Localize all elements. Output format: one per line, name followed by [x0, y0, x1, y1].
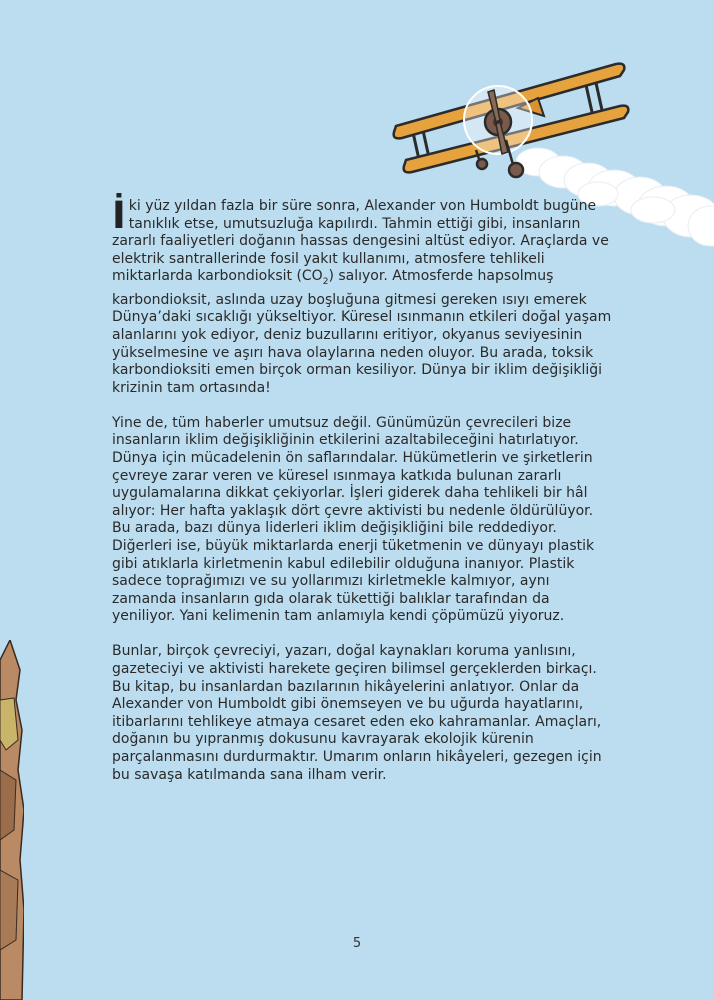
paragraph-3: Bunlar, birçok çevreciyi, yazarı, doğal kaynakları koruma yanlısını, gazeteciyi ve aktivisti harekete geçiren bilimsel gerçeklerden birkaçı. Bu kitap, bu insanlardan bazılarının hikâyelerini anlatıyor. Onlar da Alexander von Humboldt gibi önemseyen ve bu uğurda hayatlarını, itibarlarını tehlikeye atmaya cesaret eden eko kahramanlar. Amaçları, doğanın bu yıpranmış dokusunu kavrayarak ekolojik kürenin parçalanmasını durdurmaktır. Umarım onların hikâyeleri, gezegen için bu savaşa katılmanda sana ilham verir.: [112, 643, 602, 783]
paragraph-1: [112, 194, 612, 397]
co2-subscript: 2: [322, 277, 329, 288]
drop-cap: İ: [112, 194, 126, 237]
page-number: 5: [352, 936, 362, 951]
body-text: [112, 194, 612, 802]
paragraph-2: Yine de, tüm haberler umutsuz değil. Günümüzün çevrecileri bize insanların iklim değişikliğinin etkilerini azaltabileceğini hatırlatıyor. Dünya için mücadelenin ön saflarındalar. Hükümetlerin ve şirketlerin çevreye zarar veren ve küresel ısınmaya katkıda bulunan zararlı uygulamalarına dikkat çekiyorlar. İşleri giderek daha tehlikeli bir hâl alıyor: Her hafta yaklaşık dört çevre aktivisti bu nedenle öldürülüyor. Bu arada, bazı dünya liderleri iklim değişikliğini bile reddediyor. Diğerleri ise, büyük miktarlarda enerji tüketmenin ve dünyayı plastik gibi atıklarla kirletmenin kabul edilebilir olduğuna inanıyor. Plastik sadece toprağımızı ve su yollarımızı kirletmekle kalmıyor, aynı zamanda insanların gıda olarak tükettiği balıklar tarafından da yeniliyor. Yani kelimenin tam anlamıyla kendi çöpümüzü yiyoruz.: [112, 414, 595, 625]
paragraph-1-text-a: ki yüz yıldan fazla bir süre sonra, Alexander von Humboldt bugüne tanıklık etse, umutsuzluğa kapılırdı. Tahmin ettiği gibi, insanların zararlı faaliyetleri doğanın hassas dengesini altüst ediyor. Araçlarda ve elektrik santrallerinde fosil yakıt kullanımı, atmosfere tehlikeli miktarlarda karbondioksit (CO: [112, 198, 609, 285]
paragraph-1-text-b: ) salıyor. Atmosferde hapsolmuş karbondioksit, aslında uzay boşluğuna gitmesi gereken ısıyı emerek Dünya’daki sıcaklığı yükseltiyor. Küresel ısınmanın etkileri doğal yaşam alanlarını yok ediyor, deniz buzullarını eritiyor, okyanus seviyesinin yükselmesine ve aşırı hava olaylarına neden oluyor. Bu arada, toksik karbondioksiti emen birçok orman kesiliyor. Dünya bir iklim değişikliği krizinin tam ortasında!: [112, 268, 612, 396]
